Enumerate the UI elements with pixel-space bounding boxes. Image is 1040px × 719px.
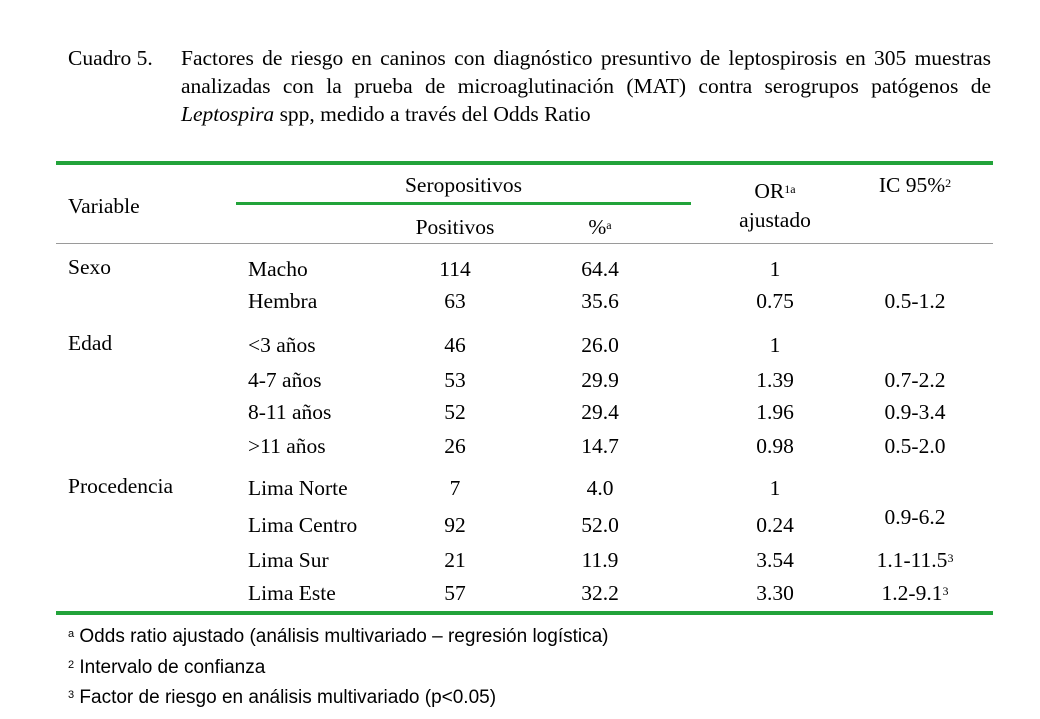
bottom-rule: [56, 611, 993, 615]
cell-cat: >11 años: [248, 434, 326, 458]
cell-pct: 4.0: [586, 476, 614, 500]
top-rule: [56, 161, 993, 165]
cell-ic: [850, 399, 980, 425]
header-seropositivos: Seropositivos: [404, 173, 523, 197]
cell-pos: 63: [444, 289, 466, 313]
cell-pct: 64.4: [581, 257, 619, 281]
cell-ic-value: 0.9-3.4: [884, 400, 946, 424]
cell-pct: 29.9: [581, 368, 619, 392]
header-variable: Variable: [68, 194, 140, 218]
cell-pos: 46: [444, 333, 466, 357]
cell-cat: Lima Centro: [248, 513, 358, 537]
header-bottom-rule: [56, 243, 993, 244]
cell-ic-sup: 3: [942, 584, 949, 598]
cell-ic: [850, 580, 980, 606]
cell-pct: 29.4: [581, 400, 619, 424]
cell-or: 3.54: [756, 548, 794, 572]
cell-ic-value: 1.1-11.5: [876, 548, 948, 572]
header-or-ajustado: ajustado: [739, 208, 811, 232]
caption-text-main: Factores de riesgo en caninos con diagnóstico presuntivo de leptospirosis en 305 muestras analizadas con la prueba de microaglutinación (MAT) contra serogrupos patógenos de: [181, 46, 991, 98]
header-or-sup: 1a: [784, 182, 796, 196]
header-ic-label: IC 95%: [878, 173, 946, 197]
cell-pos: 57: [444, 581, 466, 605]
cell-pos: 26: [444, 434, 466, 458]
cell-ic-value: 0.9-6.2: [884, 505, 946, 529]
cell-pos: 53: [444, 368, 466, 392]
cell-cat: 8-11 años: [248, 400, 332, 424]
cell-or: 1: [769, 257, 781, 281]
footnote-3-mark: 3: [68, 689, 75, 701]
caption-text: [181, 44, 991, 128]
caption-genus: Leptospira: [181, 102, 275, 126]
group-label: Edad: [68, 331, 113, 355]
cell-pct: 52.0: [581, 513, 619, 537]
cell-ic-value: 0.5-1.2: [884, 289, 946, 313]
cell-or: 1: [769, 476, 781, 500]
cell-ic-value: 1.2-9.1: [881, 581, 943, 605]
cell-pos: 7: [449, 476, 461, 500]
header-pct-label: %: [588, 215, 607, 239]
cell-or: 0.75: [756, 289, 794, 313]
footnote-a: [68, 626, 609, 648]
cell-cat: Hembra: [248, 289, 318, 313]
footnote-2: [68, 657, 265, 679]
cell-ic-value: 0.7-2.2: [884, 368, 946, 392]
caption-text-end: spp, medido a través del Odds Ratio: [274, 102, 591, 126]
cell-pct: 11.9: [581, 548, 619, 572]
cell-pos: 21: [444, 548, 466, 572]
cell-or: 1.39: [756, 368, 794, 392]
footnote-a-mark: a: [68, 628, 75, 640]
seropositivos-rule: [236, 202, 691, 205]
footnote-a-text: Odds ratio ajustado (análisis multivariado – regresión logística): [79, 626, 609, 647]
cell-cat: Lima Este: [248, 581, 336, 605]
footnote-3-text: Factor de riesgo en análisis multivariado (p<0.05): [79, 687, 497, 708]
cell-or: 0.24: [756, 513, 794, 537]
cell-or: 1: [769, 333, 781, 357]
header-ic: [850, 172, 980, 198]
header-pct: [560, 214, 640, 240]
cell-ic: [850, 288, 980, 314]
group-label: Procedencia: [68, 474, 174, 498]
cell-pct: 14.7: [581, 434, 619, 458]
cell-or: 1.96: [756, 400, 794, 424]
caption-label: Cuadro 5.: [68, 46, 153, 70]
cell-pct: 26.0: [581, 333, 619, 357]
cell-pct: 35.6: [581, 289, 619, 313]
header-pct-sup: a: [606, 218, 612, 232]
cell-or: 0.98: [756, 434, 794, 458]
header-or: [700, 178, 850, 204]
footnote-2-text: Intervalo de confianza: [79, 657, 266, 678]
cell-or: 3.30: [756, 581, 794, 605]
header-positivos: Positivos: [415, 215, 495, 239]
cell-ic: [850, 547, 980, 573]
cell-cat: 4-7 años: [248, 368, 322, 392]
cell-ic-value: 0.5-2.0: [884, 434, 946, 458]
cell-pos: 114: [439, 257, 471, 281]
group-label: Sexo: [68, 255, 111, 279]
header-or-label: OR: [754, 179, 785, 203]
cell-pct: 32.2: [581, 581, 619, 605]
header-ic-sup: 2: [945, 176, 952, 190]
footnote-2-mark: 2: [68, 659, 75, 671]
cell-cat: Lima Norte: [248, 476, 348, 500]
cell-ic-sup: 3: [947, 551, 954, 565]
cell-ic: [850, 504, 980, 530]
cell-cat: <3 años: [248, 333, 316, 357]
cell-ic: [850, 433, 980, 459]
cell-cat: Macho: [248, 257, 308, 281]
cell-ic: [850, 367, 980, 393]
cell-cat: Lima Sur: [248, 548, 329, 572]
cell-pos: 92: [444, 513, 466, 537]
cell-pos: 52: [444, 400, 466, 424]
footnote-3: [68, 687, 496, 709]
